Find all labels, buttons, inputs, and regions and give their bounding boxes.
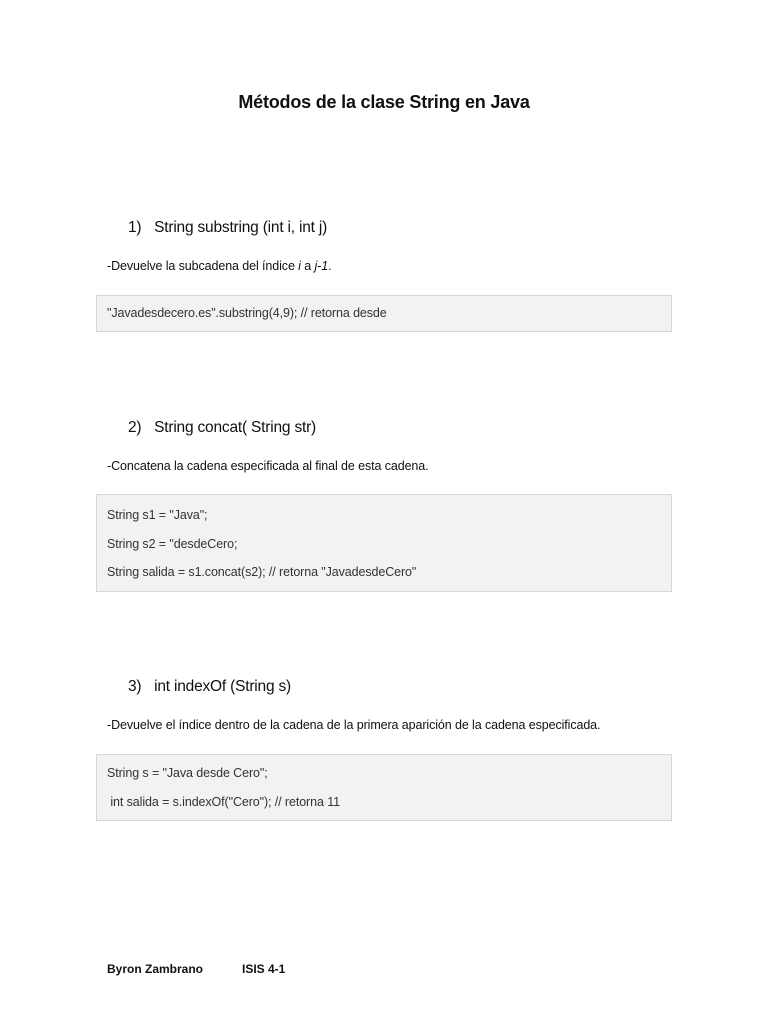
document-title: Métodos de la clase String en Java [238,92,530,112]
code-line: "Javadesdecero.es".substring(4,9); // retorna desde [107,306,387,320]
section-1-description-var-i: i [298,259,301,273]
code-line: int salida = s.indexOf("Cero"); // retorna 11 [107,794,340,809]
section-1-description-text: -Devuelve la subcadena del índice [107,259,299,273]
section-1-code-block [96,295,672,332]
section-1-heading [128,219,327,237]
code-line: String s2 = "desdeCero; [107,536,238,551]
section-2-number: 2) [128,419,142,436]
section-3-title: int indexOf (String s) [154,678,291,695]
section-2-title: String concat( String str) [154,419,317,436]
section-1-title: String substring (int i, int j) [154,219,328,236]
section-3-number: 3) [128,678,142,695]
code-line: String s = "Java desde Cero"; [107,766,268,780]
section-1-description-text-2: a [300,259,315,273]
section-2-heading [128,419,316,437]
code-line: String s1 = "Java"; [107,508,208,522]
section-1-description [107,259,331,273]
section-2-description: -Concatena la cadena especificada al final de esta cadena. [107,459,429,473]
section-3-heading [128,678,291,696]
code-line: String salida = s1.concat(s2); // retorna "JavadesdeCero" [107,565,417,579]
section-1-description-var-j: j-1 [314,259,329,273]
section-1-description-period: . [328,259,332,273]
section-2-code-block [96,494,672,592]
section-3-description: -Devuelve el índice dentro de la cadena de la primera aparición de la cadena especificada. [107,718,601,732]
section-1-number: 1) [128,219,142,236]
footer-course: ISIS 4-1 [242,962,286,976]
section-3-code-block [96,754,672,821]
footer-author: Byron Zambrano [107,962,204,976]
